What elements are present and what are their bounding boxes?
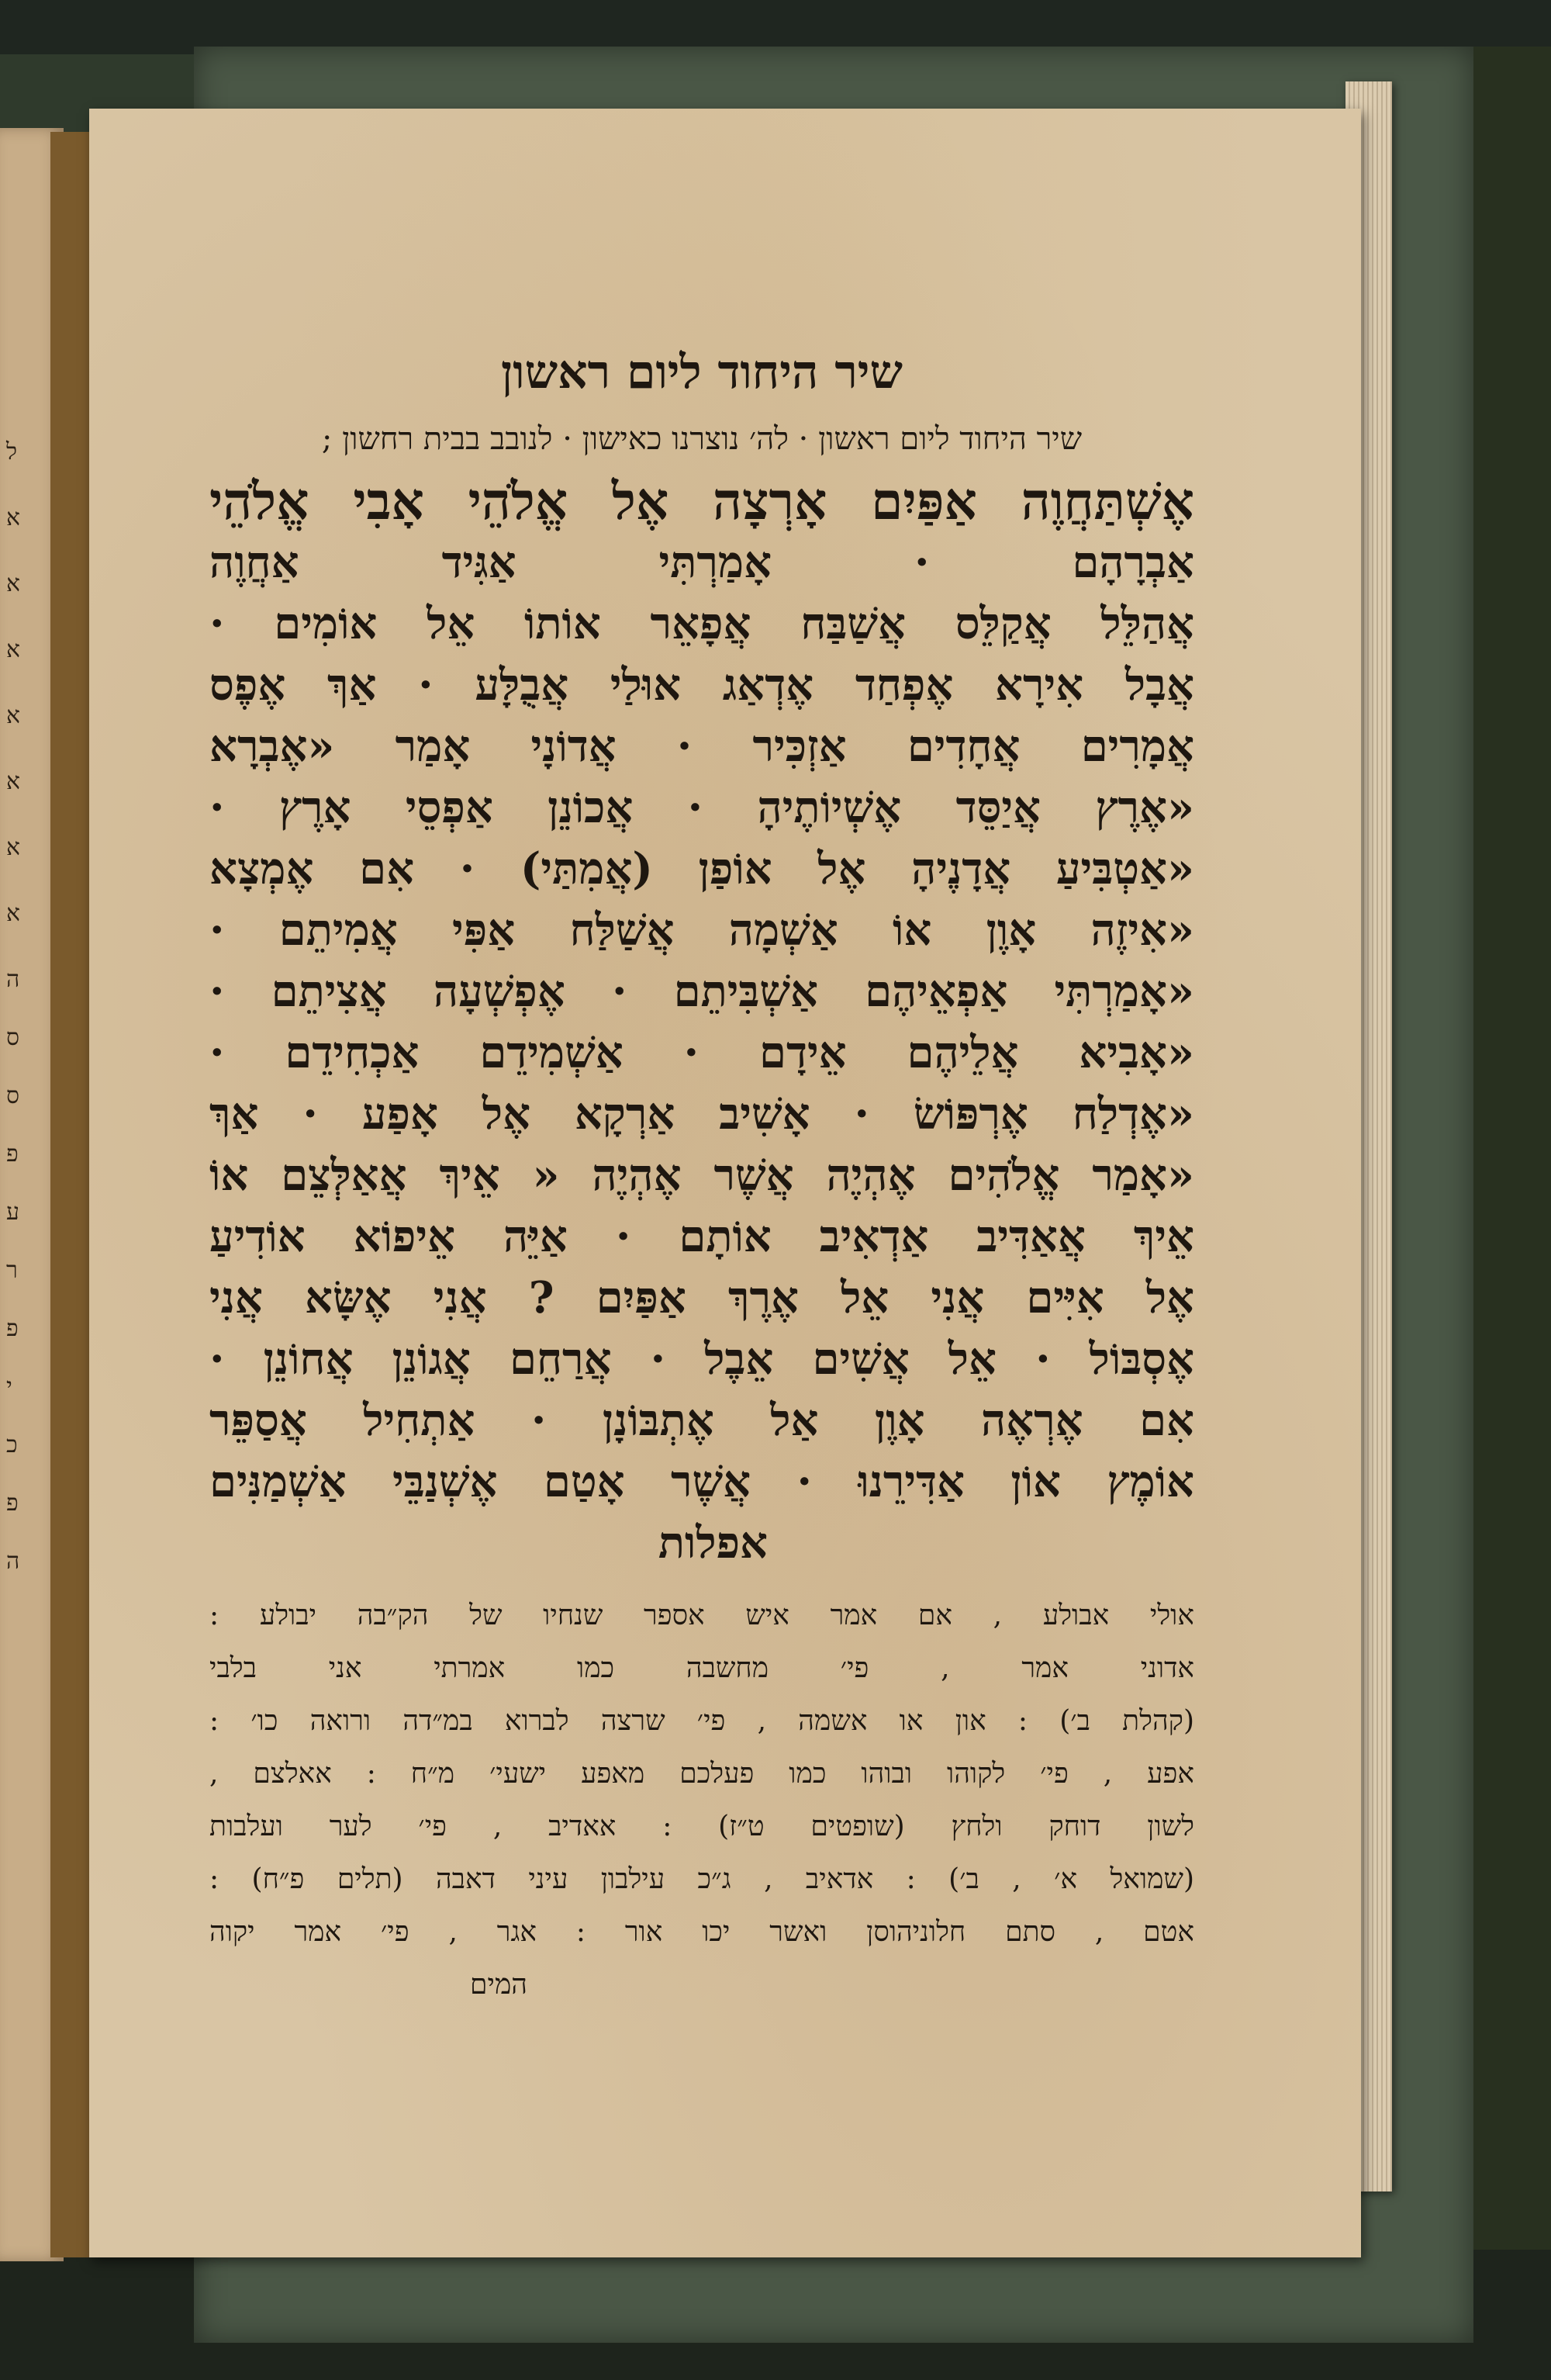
poem-line: אֶסְבּוֹל · אֵל אֲשִׁים אֵבֶל · אֲרַחֵם אֲגוֹנֵן אֲחוֹנֵן · (209, 1334, 1194, 1385)
poem-line: אַבְרָהָם · אָמַרְתִּי אַגִּיד אַחֲוֶה (209, 537, 1194, 588)
facing-page-fragment: פ (6, 1315, 19, 1342)
poem-line: אפלות (658, 1517, 768, 1569)
poem-line: «אֶדְלַח אֶרְפּוֹשׂ · אָשִׁיב אַרְקָא אֶל אָפַע · אַךְ (209, 1088, 1194, 1140)
facing-page-fragment: י (6, 1373, 12, 1400)
facing-page-fragment: ס (6, 1082, 20, 1109)
poem-line: אֵיךְ אֲאַדִּיב אַדְאִיב אוֹתָם · אַיֵּה אֵיפוֹא אוֹדִיעַ (209, 1211, 1194, 1262)
page-subtitle: שיר היחוד ליום ראשון · לה׳ נוצרנו כאישון · לנובב בבית רחשון ; (321, 421, 1083, 457)
poem-line: «אַטְבִּיעַ אֲדָנֶיהָ אֶל אוֹפַן (אֲמִתַּי) · אִם אֶמְצָא (209, 843, 1194, 894)
facing-page-fragment: א (6, 702, 21, 729)
poem-line: אֲבָל אִירָא אֶפְחַד אֶדְאַג אוּלַי אֲבֻלָּע · אַךְ אֶפֶס (209, 659, 1194, 711)
facing-page-fragment: ר (6, 1257, 18, 1284)
note-line: אפע , פי׳ לקוהו ובוהו כמו פעלכם מאפע ישעי׳ מ״ח : אאלצם , (209, 1758, 1194, 1790)
note-line: לשון דוחק ולחץ (שופטים ט״ז) : אאדיב , פי׳ לער ועלבות (209, 1811, 1194, 1842)
facing-page-fragment: ה (6, 1548, 20, 1575)
poem-line: אֶל אִיִּים אֲנִי אֵל אֶרֶךְ אַפַּיִם ? אֲנִי אֶשָּׂא אֲנִי (209, 1272, 1194, 1323)
poem-line: «אִיזֶה אָוֶן אוֹ אַשְׁמָה אֲשַׁלַּח אַפִּי אֲמִיתֵם · (209, 905, 1194, 956)
facing-page-fragment: ה (6, 966, 20, 993)
note-line: המים (470, 1969, 527, 2001)
facing-page-fragment: ל (6, 438, 18, 465)
page-title: שיר היחוד ליום ראשון (500, 345, 903, 400)
poem-line: «אֶרֶץ אֲיַסֵּד אֶשְׁיוֹתֶיהָ · אֲכוֹנֵן אַפְסֵי אָרֶץ · (209, 782, 1194, 833)
poem-line: «אָמַר אֱלֹהִים אֶהְיֶה אֲשֶׁר אֶהְיֶה « אֵיךְ אֲאַלְּצֵם אוֹ (209, 1150, 1194, 1201)
facing-page-fragment: ע (6, 1199, 19, 1226)
facing-page-fragment: א (6, 636, 21, 663)
page-text (209, 229, 1194, 2012)
note-line: אולי אבולע , אם אמר איש אספר שנחיו של הק״בה יבולע : (209, 1600, 1194, 1631)
facing-page-fragment: א (6, 570, 21, 597)
poem-body (209, 471, 1194, 1574)
poem-line: «אָבִיא אֲלֵיהֶם אֵידָם · אַשְׁמִידֵם אַכְחִידֵם · (209, 1027, 1194, 1078)
facing-page-fragment: א (6, 834, 21, 861)
commentary-notes (209, 1590, 1194, 2012)
note-line: אדוני אמר , פי׳ מחשבה כמו אמרתי אני בלבי (209, 1652, 1194, 1684)
poem-line: אֶשְׁתַּחֲוֶה אַפַּיִם אָרְצָה אֶל אֱלֹהֵי אָבִי אֱלֹהֵי (209, 471, 1194, 531)
poem-line: אוֹמֶץ אוֹן אַדִּירֵנוּ · אֲשֶׁר אָטַם אֶשְׁנַבֵּי אַשְׁמַנִּים (209, 1456, 1194, 1507)
note-line: (קהלת ב׳) : און או אשמה , פי׳ שרצה לברוא במ״דה ורואה כו׳ : (209, 1705, 1194, 1737)
poem-line: אֲמָרִים אֲחָדִים אַזְכִּיר · אֲדוֹנָי אָמַר «אֶבְרָא (209, 721, 1194, 772)
poem-line: «אָמַרְתִּי אַפְאֵיהֶם אַשְׁבִּיתֵם · אֶפְשְׁעָה אֲצִיתֵם · (209, 966, 1194, 1017)
facing-page-fragment: כ (6, 1431, 18, 1458)
facing-page-fragment: א (6, 768, 21, 795)
book-page (89, 109, 1361, 2257)
facing-page-fragment: א (6, 504, 21, 531)
note-line: (שמואל א׳ , ב׳) : אדאיב , ג״כ עילבון עיני דאבה (תלים פ״ח) : (209, 1863, 1194, 1895)
facing-page-fragment: פ (6, 1489, 19, 1517)
facing-page-fragment: א (6, 900, 21, 927)
poem-line: אִם אֶרְאֶה אָוֶן אַל אֶתְבּוֹנָן · אַתְחִיל אֲסַפֵּר (209, 1395, 1194, 1446)
poem-line: אֲהַלֵּל אֲקַלֵּס אֲשַׁבַּח אֲפָאֵר אוֹתוֹ אֵל אוֹמִים · (209, 598, 1194, 649)
note-line: אטם , סתם חלוניהוסן ואשר יכו אור : אגר , פי׳ אמר יקוה (209, 1916, 1194, 1948)
facing-page-fragment: ס (6, 1024, 20, 1051)
facing-page-fragment: פ (6, 1140, 19, 1168)
